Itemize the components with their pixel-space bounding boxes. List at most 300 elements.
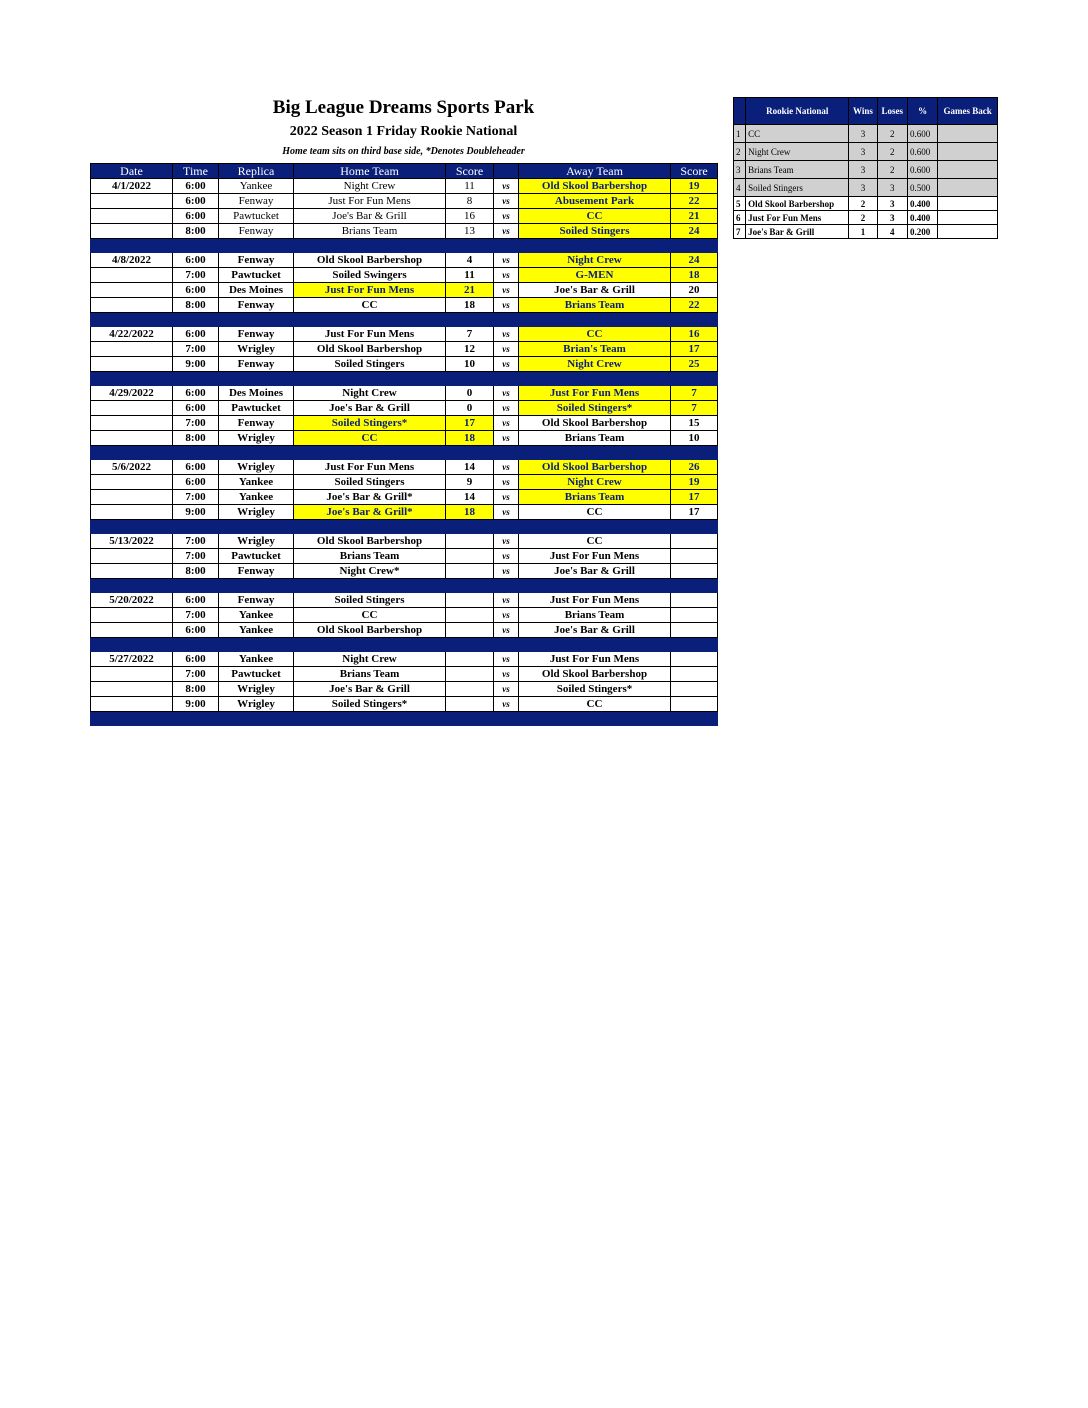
away-score: 10 [671,431,718,446]
home-score: 18 [446,505,494,520]
game-row [91,460,718,475]
standings-pct: 0.600 [907,125,937,143]
home-team: CC [294,298,446,313]
vs-label: vs [494,652,519,667]
game-time: 7:00 [173,342,219,357]
game-date [91,667,173,682]
home-team: Night Crew [294,386,446,401]
away-team: CC [519,505,671,520]
vs-label: vs [494,667,519,682]
separator-cell [446,446,494,460]
standings-loses: 3 [877,211,907,225]
home-score [446,623,494,638]
game-time: 7:00 [173,416,219,431]
separator-cell [173,239,219,253]
game-row [91,549,718,564]
vs-label: vs [494,209,519,224]
away-score [671,623,718,638]
home-score [446,593,494,608]
game-row [91,534,718,549]
game-row [91,179,718,194]
home-score: 10 [446,357,494,372]
game-date: 5/6/2022 [91,460,173,475]
game-row [91,194,718,209]
home-team: Brians Team [294,667,446,682]
game-row [91,327,718,342]
home-score: 13 [446,224,494,239]
standings-row [734,125,998,143]
game-row [91,652,718,667]
standings-loses: 4 [877,225,907,239]
away-team: Joe's Bar & Grill [519,623,671,638]
week-separator [91,638,718,652]
separator-cell [219,520,294,534]
standings-col-loses: Loses [877,98,907,125]
game-replica: Wrigley [219,460,294,475]
away-team: Soiled Stingers* [519,401,671,416]
page-subtitle: 2022 Season 1 Friday Rookie National [289,124,518,139]
schedule-body [91,179,718,726]
game-replica: Pawtucket [219,401,294,416]
away-team: CC [519,697,671,712]
home-score [446,549,494,564]
game-time: 7:00 [173,268,219,283]
game-time: 7:00 [173,490,219,505]
standings-wins: 3 [849,125,877,143]
standings-gb [938,225,998,239]
home-team: Soiled Stingers* [294,697,446,712]
vs-label: vs [494,549,519,564]
home-team: Brians Team [294,224,446,239]
standings-col-gb: Games Back [938,98,998,125]
game-date [91,357,173,372]
game-replica: Fenway [219,327,294,342]
standings-wins: 3 [849,179,877,197]
game-replica: Yankee [219,475,294,490]
game-row [91,623,718,638]
separator-cell [519,313,671,327]
away-team: CC [519,534,671,549]
game-time: 7:00 [173,534,219,549]
game-replica: Yankee [219,490,294,505]
separator-cell [219,712,294,726]
week-separator [91,579,718,593]
away-score: 16 [671,327,718,342]
game-date [91,697,173,712]
away-score: 22 [671,298,718,313]
vs-label: vs [494,283,519,298]
separator-cell [446,520,494,534]
away-team: Abusement Park [519,194,671,209]
game-date: 4/22/2022 [91,327,173,342]
away-team: Soiled Stingers* [519,682,671,697]
standings-row [734,211,998,225]
game-replica: Fenway [219,298,294,313]
home-score: 0 [446,401,494,416]
away-team: Brians Team [519,431,671,446]
away-score [671,652,718,667]
game-replica: Des Moines [219,283,294,298]
vs-label: vs [494,401,519,416]
standings-team: Old Skool Barbershop [746,197,849,211]
standings-team: Night Crew [746,143,849,161]
col-date: Date [91,164,173,179]
game-replica: Wrigley [219,431,294,446]
standings-gb [938,161,998,179]
standings-col-pct: % [907,98,937,125]
game-replica: Wrigley [219,342,294,357]
separator-cell [294,372,446,386]
vs-label: vs [494,224,519,239]
standings-loses: 2 [877,161,907,179]
away-score: 26 [671,460,718,475]
away-score: 22 [671,194,718,209]
home-score [446,564,494,579]
game-date [91,298,173,313]
game-replica: Pawtucket [219,667,294,682]
standings-pct: 0.200 [907,225,937,239]
game-time: 6:00 [173,593,219,608]
home-team: Old Skool Barbershop [294,623,446,638]
home-score: 8 [446,194,494,209]
separator-cell [446,372,494,386]
standings-loses: 3 [877,179,907,197]
game-row [91,416,718,431]
game-replica: Fenway [219,194,294,209]
separator-cell [219,579,294,593]
away-score: 19 [671,179,718,194]
separator-cell [446,239,494,253]
vs-label: vs [494,608,519,623]
vs-label: vs [494,431,519,446]
separator-cell [519,239,671,253]
game-replica: Wrigley [219,682,294,697]
separator-cell [494,520,519,534]
home-team: Brians Team [294,549,446,564]
home-score: 9 [446,475,494,490]
separator-cell [219,638,294,652]
game-date [91,549,173,564]
col-replica: Replica [219,164,294,179]
game-date [91,224,173,239]
game-row [91,298,718,313]
game-row [91,386,718,401]
home-team: Soiled Swingers [294,268,446,283]
away-score: 21 [671,209,718,224]
home-score: 7 [446,327,494,342]
game-replica: Fenway [219,564,294,579]
home-team: Old Skool Barbershop [294,342,446,357]
game-row [91,593,718,608]
game-replica: Pawtucket [219,268,294,283]
standings-body [734,125,998,239]
game-date [91,431,173,446]
away-score: 7 [671,386,718,401]
home-team: CC [294,431,446,446]
away-score [671,667,718,682]
home-team: Soiled Stingers [294,357,446,372]
page-title: Big League Dreams Sports Park [272,97,535,118]
standings-col-rank [734,98,746,125]
game-row [91,697,718,712]
game-row [91,283,718,298]
schedule-header-row [91,164,718,179]
standings-table [733,97,998,239]
game-date [91,490,173,505]
vs-label: vs [494,682,519,697]
vs-label: vs [494,298,519,313]
away-score: 17 [671,505,718,520]
home-team: Soiled Stingers* [294,416,446,431]
col-time: Time [173,164,219,179]
away-score [671,697,718,712]
game-replica: Wrigley [219,505,294,520]
vs-label: vs [494,534,519,549]
home-team: Soiled Stingers [294,475,446,490]
week-separator [91,520,718,534]
col-home-score: Score [446,164,494,179]
separator-cell [91,446,173,460]
home-score: 11 [446,268,494,283]
away-team: Brians Team [519,490,671,505]
game-time: 9:00 [173,357,219,372]
home-team: Old Skool Barbershop [294,534,446,549]
away-score: 25 [671,357,718,372]
standings-gb [938,179,998,197]
home-team: Just For Fun Mens [294,327,446,342]
home-score [446,534,494,549]
separator-cell [294,313,446,327]
home-team: Old Skool Barbershop [294,253,446,268]
game-date: 5/20/2022 [91,593,173,608]
home-score: 4 [446,253,494,268]
game-row [91,682,718,697]
standings-pct: 0.400 [907,197,937,211]
away-score [671,593,718,608]
home-score [446,667,494,682]
game-date: 4/1/2022 [91,179,173,194]
standings-rank: 3 [734,161,746,179]
game-date: 5/27/2022 [91,652,173,667]
separator-cell [671,638,718,652]
standings-loses: 2 [877,125,907,143]
away-team: Just For Fun Mens [519,652,671,667]
game-date [91,342,173,357]
standings-header-row [734,98,998,125]
away-team: CC [519,209,671,224]
game-replica: Des Moines [219,386,294,401]
game-time: 7:00 [173,608,219,623]
game-date [91,209,173,224]
game-time: 6:00 [173,253,219,268]
home-score: 18 [446,298,494,313]
game-row [91,253,718,268]
away-team: Just For Fun Mens [519,593,671,608]
home-score [446,682,494,697]
away-team: Soiled Stingers [519,224,671,239]
home-score [446,697,494,712]
game-date [91,268,173,283]
week-separator [91,372,718,386]
game-date [91,194,173,209]
standings-rank: 4 [734,179,746,197]
week-separator [91,446,718,460]
week-separator [91,239,718,253]
game-date [91,623,173,638]
schedule-note: Home team sits on third base side, *Denotes Doubleheader [282,146,525,157]
away-team: Night Crew [519,253,671,268]
separator-cell [671,446,718,460]
away-score: 18 [671,268,718,283]
separator-cell [671,520,718,534]
game-time: 8:00 [173,682,219,697]
vs-label: vs [494,460,519,475]
standings-row [734,161,998,179]
standings-loses: 3 [877,197,907,211]
home-team: Night Crew [294,652,446,667]
separator-cell [494,372,519,386]
game-date [91,283,173,298]
separator-cell [219,313,294,327]
separator-cell [91,712,173,726]
vs-label: vs [494,490,519,505]
separator-cell [446,638,494,652]
separator-cell [173,638,219,652]
separator-cell [294,446,446,460]
away-score: 15 [671,416,718,431]
game-row [91,505,718,520]
separator-cell [91,313,173,327]
schedule-table [90,163,718,726]
away-score: 19 [671,475,718,490]
standings-rank: 5 [734,197,746,211]
separator-cell [219,239,294,253]
home-team: Just For Fun Mens [294,194,446,209]
home-score [446,652,494,667]
game-time: 6:00 [173,179,219,194]
separator-cell [519,372,671,386]
separator-cell [671,239,718,253]
away-score: 20 [671,283,718,298]
separator-cell [494,579,519,593]
standings-row [734,197,998,211]
away-score: 24 [671,224,718,239]
standings-rank: 2 [734,143,746,161]
standings-wins: 1 [849,225,877,239]
separator-cell [519,579,671,593]
away-team: Old Skool Barbershop [519,416,671,431]
game-date [91,682,173,697]
standings-team: Joe's Bar & Grill [746,225,849,239]
vs-label: vs [494,416,519,431]
separator-cell [494,313,519,327]
away-team: Just For Fun Mens [519,386,671,401]
separator-cell [494,638,519,652]
game-date: 5/13/2022 [91,534,173,549]
standings-wins: 2 [849,211,877,225]
game-time: 6:00 [173,194,219,209]
standings-wins: 3 [849,161,877,179]
game-time: 6:00 [173,209,219,224]
away-score [671,608,718,623]
game-replica: Wrigley [219,534,294,549]
standings-pct: 0.600 [907,161,937,179]
vs-label: vs [494,194,519,209]
separator-cell [519,520,671,534]
away-team: Old Skool Barbershop [519,460,671,475]
game-replica: Yankee [219,623,294,638]
game-replica: Yankee [219,652,294,667]
away-team: Brian's Team [519,342,671,357]
vs-label: vs [494,386,519,401]
home-team: Joe's Bar & Grill* [294,505,446,520]
standings-team: Just For Fun Mens [746,211,849,225]
game-date: 4/8/2022 [91,253,173,268]
separator-cell [91,372,173,386]
game-time: 8:00 [173,431,219,446]
home-score: 11 [446,179,494,194]
game-row [91,475,718,490]
game-replica: Pawtucket [219,209,294,224]
standings-team: Brians Team [746,161,849,179]
away-score [671,564,718,579]
standings-pct: 0.500 [907,179,937,197]
game-time: 6:00 [173,460,219,475]
week-separator [91,712,718,726]
game-row [91,564,718,579]
game-date [91,475,173,490]
home-score: 14 [446,460,494,475]
separator-cell [671,313,718,327]
separator-cell [294,712,446,726]
home-team: Joe's Bar & Grill* [294,490,446,505]
separator-cell [494,239,519,253]
separator-cell [294,638,446,652]
game-time: 6:00 [173,327,219,342]
separator-cell [671,579,718,593]
game-time: 8:00 [173,564,219,579]
separator-cell [671,372,718,386]
separator-cell [173,446,219,460]
away-team: Joe's Bar & Grill [519,564,671,579]
separator-cell [446,579,494,593]
standings-wins: 2 [849,197,877,211]
game-replica: Fenway [219,357,294,372]
standings-gb [938,125,998,143]
separator-cell [446,712,494,726]
standings-pct: 0.400 [907,211,937,225]
game-row [91,209,718,224]
game-replica: Yankee [219,179,294,194]
away-score [671,549,718,564]
home-score: 12 [446,342,494,357]
vs-label: vs [494,475,519,490]
away-team: Joe's Bar & Grill [519,283,671,298]
away-team: Old Skool Barbershop [519,179,671,194]
game-row [91,608,718,623]
game-replica: Fenway [219,253,294,268]
game-date [91,505,173,520]
separator-cell [173,313,219,327]
standings-team: CC [746,125,849,143]
away-score: 24 [671,253,718,268]
home-score: 0 [446,386,494,401]
game-row [91,357,718,372]
game-row [91,268,718,283]
game-time: 7:00 [173,549,219,564]
game-replica: Fenway [219,224,294,239]
standings-rank: 7 [734,225,746,239]
